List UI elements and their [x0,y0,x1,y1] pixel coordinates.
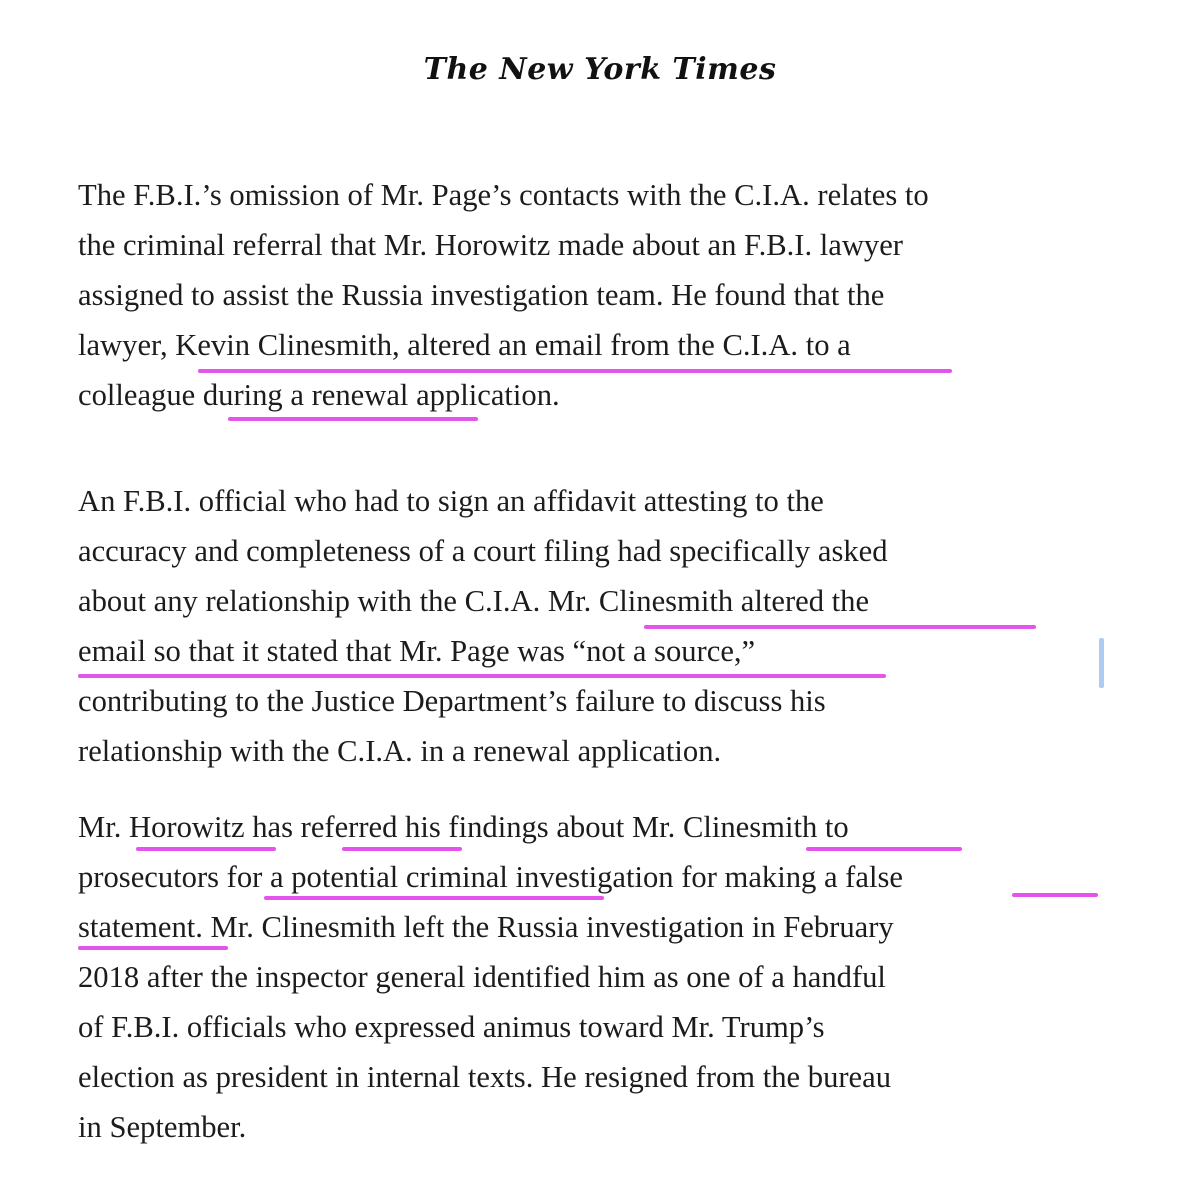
paragraph-1-line-5: colleague during a renewal application. [78,378,560,412]
underline-during-a-renewal [228,417,478,421]
paragraph-2-line-6: relationship with the C.I.A. in a renewal application. [78,734,722,768]
underline-false [1012,893,1098,897]
paragraph-2-line-4: email so that it stated that Mr. Page was “not a source,” [78,634,756,668]
paragraph-3-line-4: 2018 after the inspector general identified him as one of a handful [78,960,886,994]
paragraph-3-line-5: of F.B.I. officials who expressed animus toward Mr. Trump’s [78,1010,825,1044]
nyt-masthead-logo: The New York Times [423,52,777,87]
underline-clinesmith [806,847,962,851]
paragraph-2-line-1: An F.B.I. official who had to sign an affidavit attesting to the [78,484,824,518]
paragraph-3-line-3: statement. Mr. Clinesmith left the Russia investigation in February [78,910,894,944]
paragraph-2-line-3: about any relationship with the C.I.A. Mr. Clinesmith altered the [78,584,870,618]
paragraph-3-line-6: election as president in internal texts. He resigned from the bureau [78,1060,892,1094]
underline-email-not-a-source [78,674,886,678]
paragraph-3-line-2: prosecutors for a potential criminal investigation for making a false [78,860,903,894]
paragraph-1-line-4: lawyer, Kevin Clinesmith, altered an email from the C.I.A. to a [78,328,851,362]
paragraph-3-line-7: in September. [78,1110,247,1144]
underline-horowitz [136,847,276,851]
underline-kevin-clinesmith [198,369,952,373]
underline-mr-clinesmith-altered [644,625,1036,629]
paragraph-2-line-2: accuracy and completeness of a court filing had specifically asked [78,534,888,568]
paragraph-2-line-5: contributing to the Justice Department’s failure to discuss his [78,684,826,718]
paragraph-1-line-2: the criminal referral that Mr. Horowitz made about an F.B.I. lawyer [78,228,903,262]
paragraph-1-line-1: The F.B.I.’s omission of Mr. Page’s contacts with the C.I.A. relates to [78,178,929,212]
underline-potential-criminal [264,896,604,900]
underline-statement [78,946,228,950]
underline-referred [342,847,462,851]
scrollbar-thumb[interactable] [1099,638,1104,688]
paragraph-3-line-1: Mr. Horowitz has referred his findings about Mr. Clinesmith to [78,810,849,844]
paragraph-1-line-3: assigned to assist the Russia investigation team. He found that the [78,278,885,312]
